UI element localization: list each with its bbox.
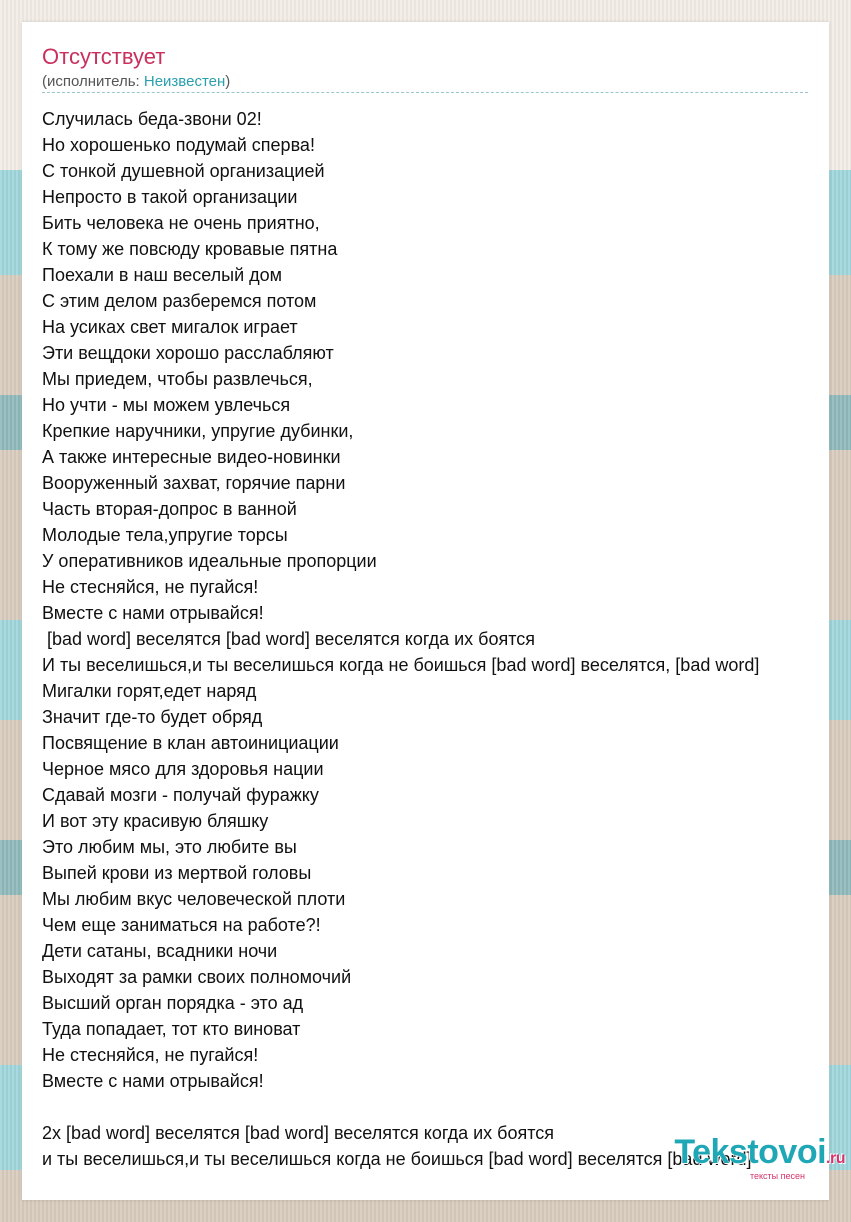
lyric-line: У оперативников идеальные пропорции bbox=[42, 551, 377, 571]
lyric-line: Вместе с нами отрывайся! bbox=[42, 603, 264, 623]
artist-link[interactable]: Неизвестен bbox=[143, 73, 226, 90]
lyric-line: и ты веселишься,и ты веселишься когда не боишься [bad word] веселятся [bad word] bbox=[42, 1149, 752, 1169]
lyric-line: Это любим мы, это любите вы bbox=[42, 837, 297, 857]
lyric-line: Эти вещдоки хорошо расслабляют bbox=[42, 343, 334, 363]
lyric-line: Бить человека не очень приятно, bbox=[42, 213, 320, 233]
lyric-line: Но хорошенько подумай сперва! bbox=[42, 135, 315, 155]
lyric-line: Случилась беда-звони 02! bbox=[42, 109, 262, 129]
artist-prefix: (исполнитель: bbox=[42, 73, 144, 90]
lyric-line: Мы любим вкус человеческой плоти bbox=[42, 889, 346, 909]
lyric-line: Мигалки горят,едет наряд bbox=[42, 681, 257, 701]
lyric-line: Часть вторая-допрос в ванной bbox=[42, 499, 297, 519]
song-title: Отсутствует bbox=[42, 44, 166, 69]
lyric-line: 2x [bad word] веселятся [bad word] веселятся когда их боятся bbox=[42, 1123, 555, 1143]
lyric-line: Но учти - мы можем увлечься bbox=[42, 395, 291, 415]
lyric-line: Высший орган порядка - это ад bbox=[42, 993, 304, 1013]
tekstovoi-logo[interactable] bbox=[674, 1134, 845, 1181]
lyric-line: Значит где-то будет обряд bbox=[42, 707, 263, 727]
lyric-line: Выходят за рамки своих полномочий bbox=[42, 967, 352, 987]
lyric-line: Вооруженный захват, горячие парни bbox=[42, 473, 346, 493]
lyric-line: Черное мясо для здоровья нации bbox=[42, 759, 324, 779]
lyric-line: Поехали в наш веселый дом bbox=[42, 265, 283, 285]
artist-suffix: ) bbox=[225, 73, 231, 90]
lyric-line: Посвящение в клан автоинициации bbox=[42, 733, 339, 753]
lyric-line: [bad word] веселятся [bad word] веселятся когда их боятся bbox=[42, 629, 536, 649]
lyric-line: Мы приедем, чтобы развлечься, bbox=[42, 369, 313, 389]
lyric-line: Молодые тела,упругие торсы bbox=[42, 525, 288, 545]
lyric-line: Не стесняйся, не пугайся! bbox=[42, 577, 259, 597]
lyric-line: Сдавай мозги - получай фуражку bbox=[42, 785, 319, 805]
lyric-line: На усиках свет мигалок играет bbox=[42, 317, 298, 337]
lyric-line: Крепкие наручники, упругие дубинки, bbox=[42, 421, 354, 441]
artist-line bbox=[42, 72, 230, 92]
lyrics-card bbox=[22, 22, 829, 1200]
logo-tld: .ru bbox=[826, 1150, 845, 1167]
lyric-line: К тому же повсюду кровавые пятна bbox=[42, 239, 338, 259]
lyric-line: С тонкой душевной организацией bbox=[42, 161, 325, 181]
logo-tagline: тексты песен bbox=[749, 1171, 805, 1181]
lyric-line: А также интересные видео-новинки bbox=[42, 447, 341, 467]
lyric-line: Вместе с нами отрывайся! bbox=[42, 1071, 264, 1091]
logo-name: Tekstovoi bbox=[674, 1133, 827, 1171]
lyric-line: И вот эту красивую бляшку bbox=[42, 811, 269, 831]
header-divider bbox=[42, 92, 808, 93]
lyric-line: Чем еще заниматься на работе?! bbox=[42, 915, 321, 935]
lyric-blank-line bbox=[42, 1094, 829, 1120]
lyric-line: Дети сатаны, всадники ночи bbox=[42, 941, 278, 961]
lyric-line: Непросто в такой организации bbox=[42, 187, 298, 207]
lyric-line: С этим делом разберемся потом bbox=[42, 291, 317, 311]
lyric-line: И ты веселишься,и ты веселишься когда не боишься [bad word] веселятся, [bad word] bbox=[42, 655, 760, 675]
lyric-line: Туда попадает, тот кто виноват bbox=[42, 1019, 301, 1039]
lyrics-text bbox=[42, 106, 829, 1172]
lyric-line: Не стесняйся, не пугайся! bbox=[42, 1045, 259, 1065]
lyric-line: Выпей крови из мертвой головы bbox=[42, 863, 312, 883]
